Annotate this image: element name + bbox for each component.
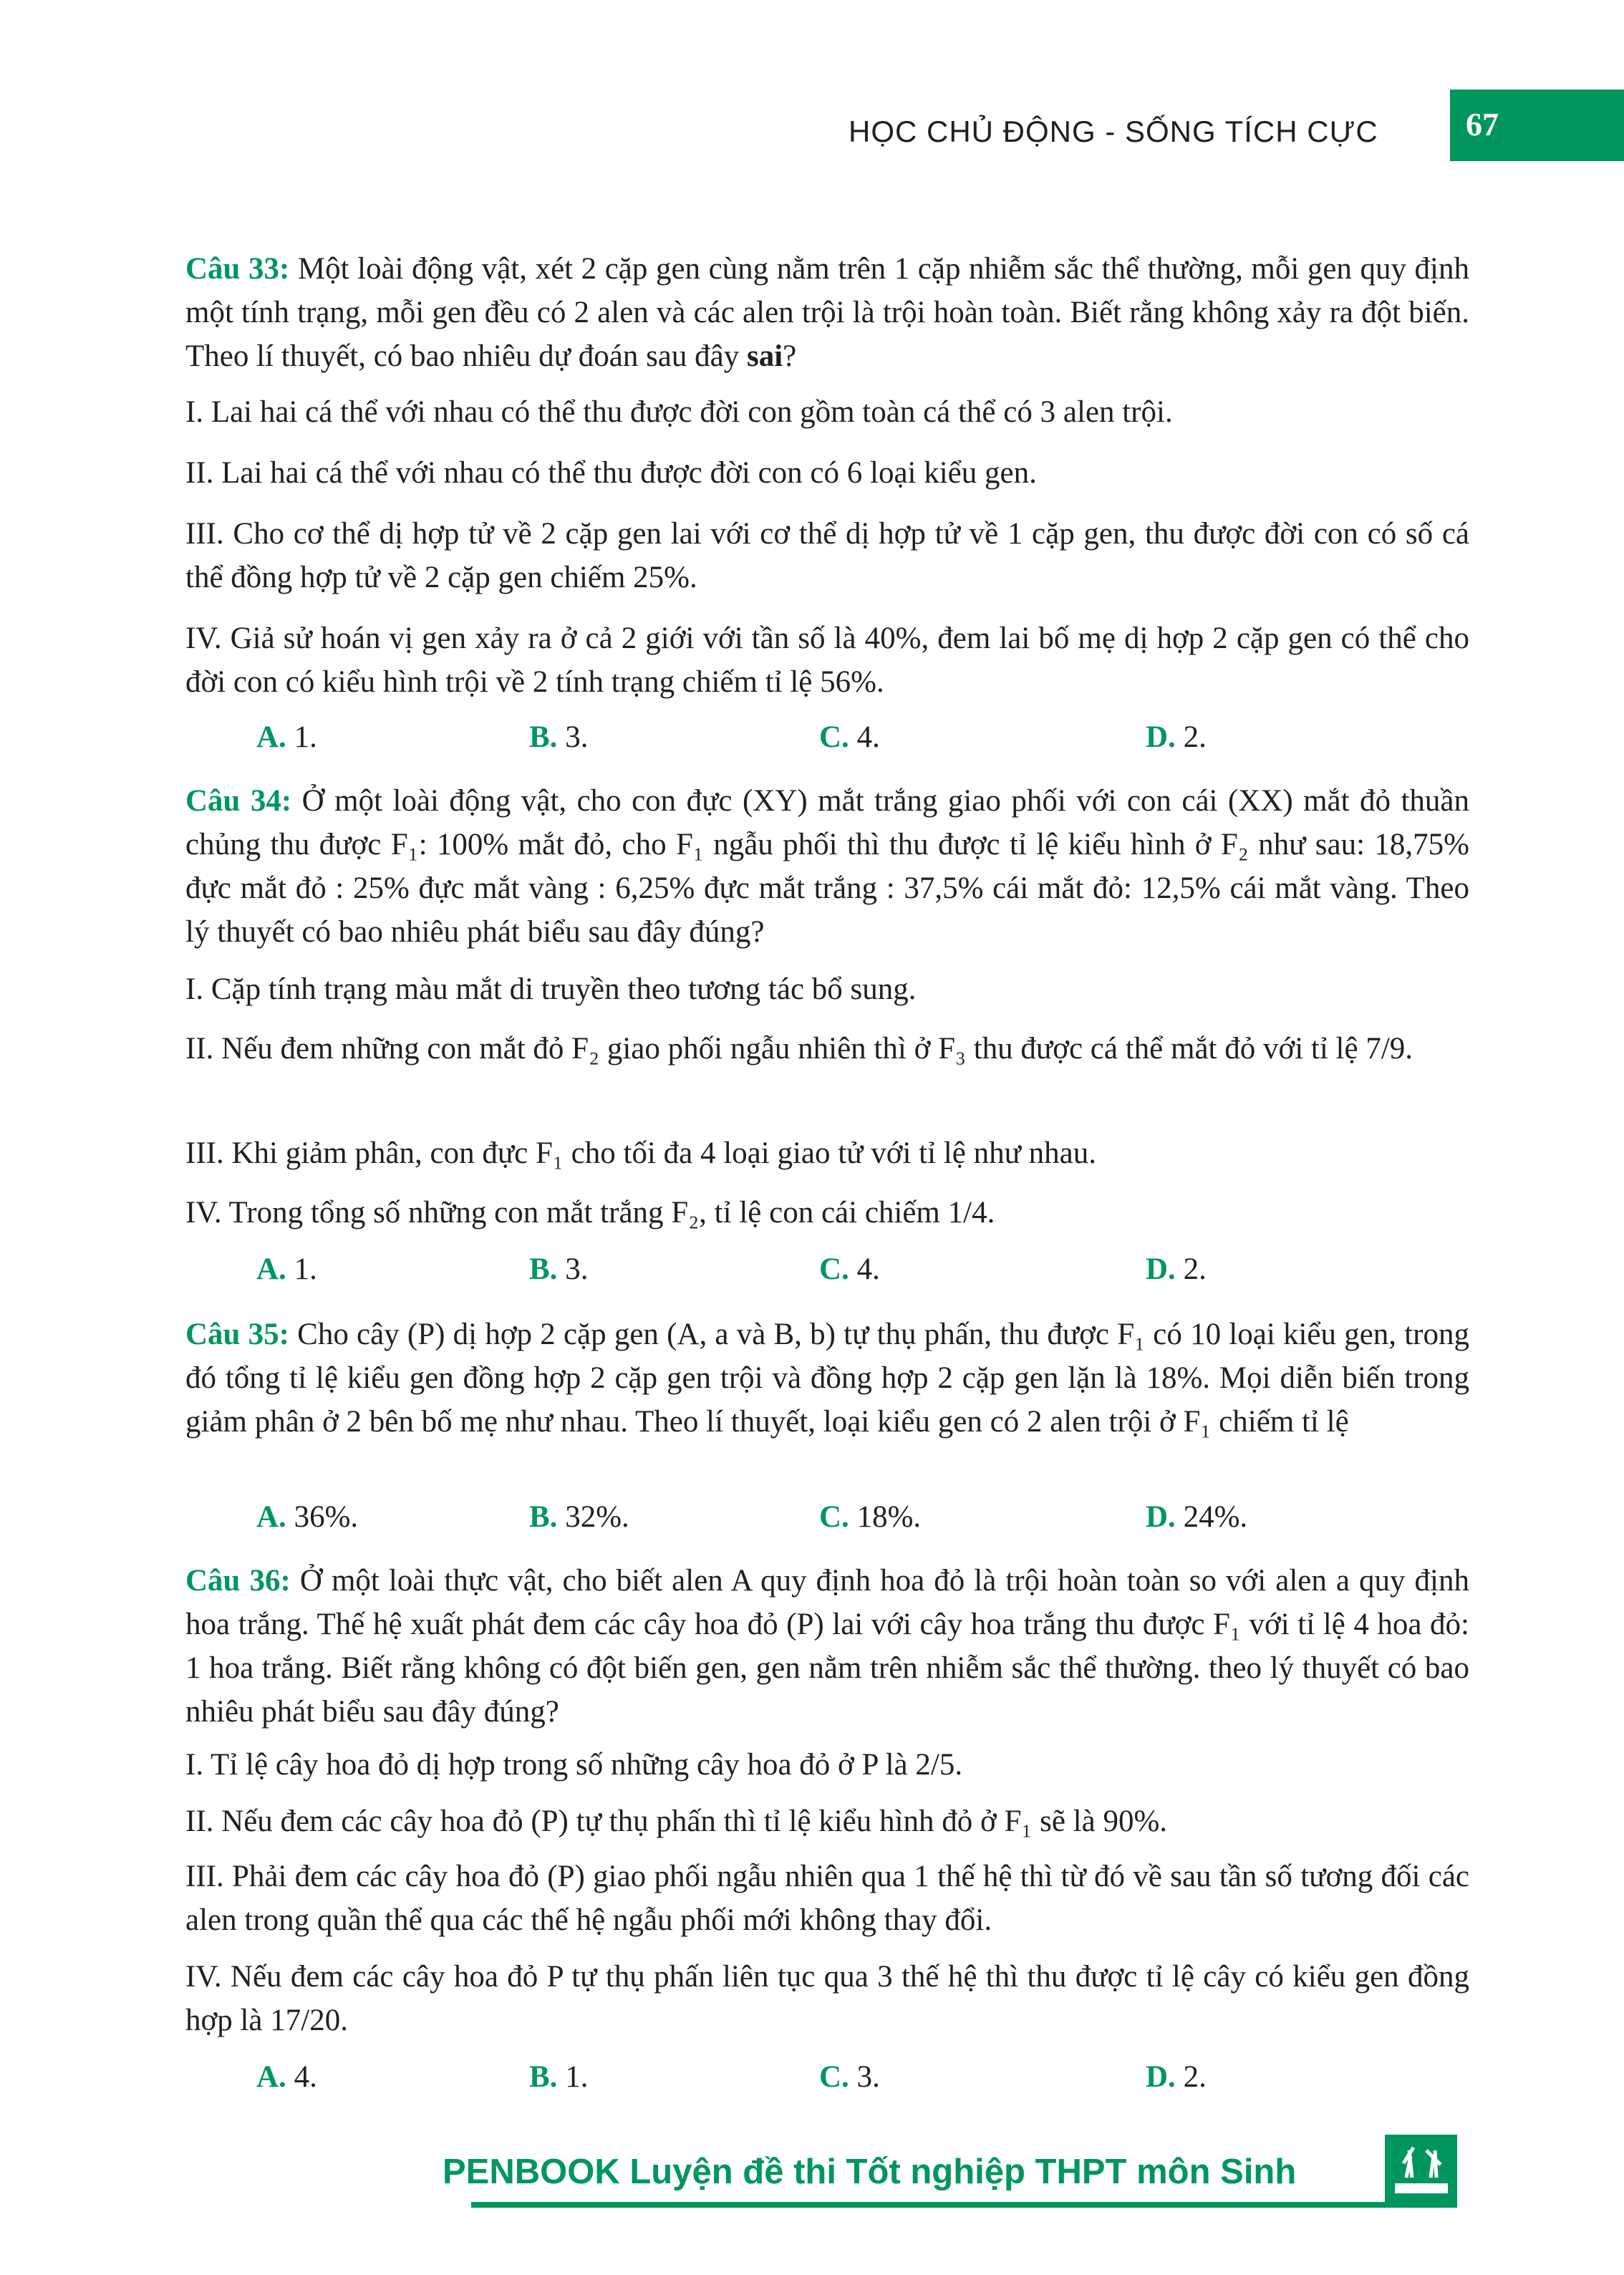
- page-number: 67: [1466, 106, 1499, 143]
- answer-value: 3.: [849, 2060, 880, 2094]
- answer-key: C.: [819, 2060, 849, 2094]
- question-text-end: ?: [783, 339, 797, 373]
- answer-option[interactable]: [256, 1495, 358, 1539]
- answer-value: 2.: [1175, 2060, 1207, 2094]
- answer-value: 4.: [849, 720, 880, 754]
- question-text: Ở một loài thực vật, cho biết alen A quy định hoa đỏ là trội hoàn toàn so với alen a quy định hoa trắng. Thế hệ xuất phát đem các cây hoa đỏ (P) lai với cây hoa trắng thu được F₁ với tỉ lệ 4 hoa đỏ: 1 hoa trắng. Biết rằng không có đột biến gen, gen nằm trên nhiễm sắc thể thường. theo lý thuyết có bao nhiêu phát biểu sau đây đúng?: [185, 1564, 1469, 1729]
- answer-key: D.: [1146, 1500, 1176, 1534]
- answer-value: 18%.: [849, 1500, 922, 1534]
- statement: IV. Nếu đem các cây hoa đỏ P tự thụ phấn liên tục qua 3 thế hệ thì thu được tỉ lệ cây có kiểu gen đồng hợp là 17/20.: [185, 1960, 1469, 2037]
- statement: II. Nếu đem những con mắt đỏ F₂ giao phối ngẫu nhiên thì ở F₃ thu được cá thể mắt đỏ với tỉ lệ 7/9.: [185, 1032, 1413, 1066]
- answer-value: 36%.: [286, 1500, 359, 1534]
- answer-option[interactable]: [1146, 1247, 1207, 1291]
- statement: II. Nếu đem các cây hoa đỏ (P) tự thụ phấn thì tỉ lệ kiểu hình đỏ ở F₁ sẽ là 90%.: [185, 1805, 1168, 1838]
- statement: I. Tỉ lệ cây hoa đỏ dị hợp trong số những cây hoa đỏ ở P là 2/5.: [185, 1748, 963, 1782]
- question-text: Một loài động vật, xét 2 cặp gen cùng nằm trên 1 cặp nhiễm sắc thể thường, mỗi gen quy định một tính trạng, mỗi gen đều có 2 alen và các alen trội là trội hoàn toàn. Biết rằng không xảy ra đột biến. Theo lí thuyết, có bao nhiêu dự đoán sau đây: [185, 252, 1469, 373]
- answer-value: 2.: [1175, 720, 1207, 754]
- answer-option[interactable]: [819, 715, 880, 759]
- answer-key: A.: [256, 1500, 286, 1534]
- statement: III. Khi giảm phân, con đực F₁ cho tối đa 4 loại giao tử với tỉ lệ như nhau.: [185, 1136, 1096, 1170]
- statement: I. Lai hai cá thể với nhau có thể thu được đời con gồm toàn cá thể có 3 alen trội.: [185, 395, 1173, 429]
- question-emphasis: sai: [746, 339, 783, 373]
- footer-rule: [471, 2202, 1457, 2208]
- footer-title: PENBOOK Luyện đề thi Tốt nghiệp THPT môn Sinh: [443, 2153, 1297, 2191]
- answer-key: B.: [529, 720, 558, 754]
- answer-value: 3.: [557, 1252, 589, 1286]
- answer-key: C.: [819, 1500, 849, 1534]
- answer-option[interactable]: [256, 2055, 317, 2099]
- answer-key: A.: [256, 2060, 286, 2094]
- answer-option[interactable]: [529, 2055, 588, 2099]
- statement: IV. Giả sử hoán vị gen xảy ra ở cả 2 giới với tần số là 40%, đem lai bố mẹ dị hợp 2 cặp gen có thể cho đời con có kiểu hình trội về 2 tính trạng chiếm tỉ lệ 56%.: [185, 622, 1469, 699]
- answer-value: 1.: [286, 1252, 317, 1286]
- answer-option[interactable]: [529, 715, 588, 759]
- running-header: HỌC CHỦ ĐỘNG - SỐNG TÍCH CỰC: [849, 115, 1378, 148]
- answer-option[interactable]: [1146, 1495, 1247, 1539]
- answer-key: D.: [1146, 720, 1176, 754]
- question-label: Câu 35:: [185, 1318, 289, 1351]
- answer-option[interactable]: [819, 1247, 880, 1291]
- answer-key: B.: [529, 2060, 558, 2094]
- answer-value: 3.: [557, 720, 589, 754]
- statement: IV. Trong tổng số những con mắt trắng F₂, tỉ lệ con cái chiếm 1/4.: [185, 1196, 995, 1230]
- answer-option[interactable]: [529, 1247, 588, 1291]
- answer-key: A.: [256, 1252, 286, 1286]
- question-33: [185, 247, 1469, 378]
- answer-option[interactable]: [819, 2055, 880, 2099]
- answer-key: B.: [529, 1252, 558, 1286]
- statement: I. Cặp tính trạng màu mắt di truyền theo tương tác bổ sung.: [185, 972, 917, 1006]
- answer-option[interactable]: [1146, 2055, 1207, 2099]
- answer-key: C.: [819, 720, 849, 754]
- answer-value: 2.: [1175, 1252, 1207, 1286]
- question-34: [185, 779, 1469, 954]
- answer-value: 1.: [286, 720, 317, 754]
- question-35: [185, 1313, 1469, 1444]
- question-36: [185, 1559, 1469, 1734]
- answer-value: 1.: [557, 2060, 589, 2094]
- answer-option[interactable]: [1146, 715, 1207, 759]
- answer-value: 4.: [849, 1252, 880, 1286]
- answer-key: C.: [819, 1252, 849, 1286]
- penbook-logo-icon: [1385, 2135, 1457, 2207]
- question-text: Cho cây (P) dị hợp 2 cặp gen (A, a và B, b) tự thụ phấn, thu được F₁ có 10 loại kiểu gen, trong đó tổng tỉ lệ kiểu gen đồng hợp 2 cặp gen trội và đồng hợp 2 cặp gen lặn là 18%. Mọi diễn biến trong giảm phân ở 2 bên bố mẹ như nhau. Theo lí thuyết, loại kiểu gen có 2 alen trội ở F₁ chiếm tỉ lệ: [185, 1318, 1469, 1439]
- page-number-badge: [1450, 90, 1624, 161]
- answer-value: 32%.: [557, 1500, 629, 1534]
- question-text: Ở một loài động vật, cho con đực (XY) mắt trắng giao phối với con cái (XX) mắt đỏ thuần chủng thu được F₁: 100% mắt đỏ, cho F₁ ngẫu phối thì thu được tỉ lệ kiểu hình ở F₂ như sau: 18,75% đực mắt đỏ : 25% đực mắt vàng : 6,25% đực mắt trắng : 37,5% cái mắt đỏ: 12,5% cái mắt vàng. Theo lý thuyết có bao nhiêu phát biểu sau đây đúng?: [185, 784, 1469, 949]
- question-label: Câu 36:: [185, 1564, 291, 1598]
- question-label: Câu 34:: [185, 784, 292, 818]
- answer-value: 24%.: [1175, 1500, 1248, 1534]
- statement: III. Cho cơ thể dị hợp tử về 2 cặp gen lai với cơ thể dị hợp tử về 1 cặp gen, thu được đời con có số cá thể đồng hợp tử về 2 cặp gen chiếm 25%.: [185, 517, 1469, 594]
- answer-option[interactable]: [256, 1247, 317, 1291]
- answer-option[interactable]: [819, 1495, 921, 1539]
- question-label: Câu 33:: [185, 252, 290, 286]
- statement: III. Phải đem các cây hoa đỏ (P) giao phối ngẫu nhiên qua 1 thế hệ thì từ đó về sau tần số tương đối các alen trong quần thể qua các thế hệ ngẫu phối mới không thay đổi.: [185, 1860, 1469, 1937]
- answer-key: D.: [1146, 1252, 1176, 1286]
- statement: II. Lai hai cá thể với nhau có thể thu được đời con có 6 loại kiểu gen.: [185, 456, 1037, 490]
- answer-value: 4.: [286, 2060, 317, 2094]
- answer-option[interactable]: [256, 715, 317, 759]
- answer-key: D.: [1146, 2060, 1176, 2094]
- answer-option[interactable]: [529, 1495, 629, 1539]
- answer-key: B.: [529, 1500, 558, 1534]
- answer-key: A.: [256, 720, 286, 754]
